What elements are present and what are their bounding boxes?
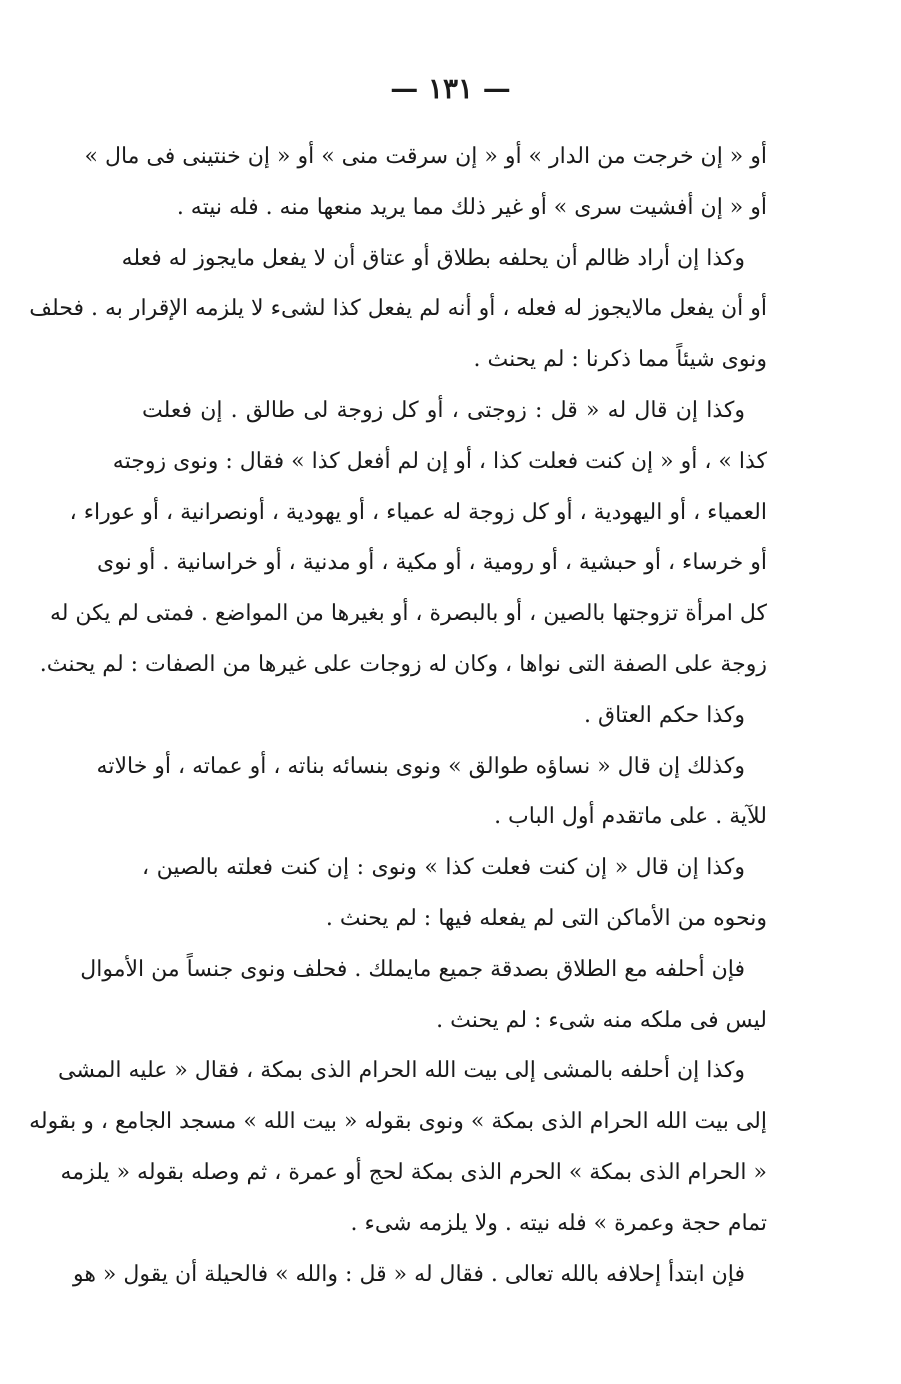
text-line: للآية . على ماتقدم أول الباب . bbox=[494, 804, 767, 830]
body-text bbox=[29, 132, 767, 1300]
text-line: أو « إن أفشيت سرى » أو غير ذلك مما يريد منعها منه . فله نيته . bbox=[176, 194, 767, 220]
text-line: وكذا إن أراد ظالم أن يحلفه بطلاق أو عتاق أن لا يفعل مايجوز له فعله bbox=[121, 245, 745, 271]
text-line: وكذلك إن قال « نساؤه طوالق » ونوى بنسائه بناته ، أو عماته ، أو خالاته bbox=[96, 753, 745, 779]
text-line: أو « إن خرجت من الدار » أو « إن سرقت منى » أو « إن خنتينى فى مال » bbox=[84, 144, 767, 169]
text-line: زوجة على الصفة التى نواها ، وكان له زوجات على غيرها من الصفات : لم يحنث. bbox=[39, 651, 767, 677]
text-line: وكذا حكم العتاق . bbox=[584, 702, 745, 728]
text-line: أو خرساء ، أو حبشية ، أو رومية ، أو مكية ، أو مدنية ، أو خراسانية . أو نوى bbox=[96, 550, 767, 576]
text-line: ونحوه من الأماكن التى لم يفعله فيها : لم يحنث . bbox=[325, 905, 767, 931]
text-line: ليس فى ملكه منه شىء : لم يحنث . bbox=[436, 1007, 767, 1033]
page-number: — ١٣١ — bbox=[390, 72, 511, 105]
text-line: إلى بيت الله الحرام الذى بمكة » ونوى بقوله « بيت الله » مسجد الجامع ، و بقوله bbox=[29, 1109, 767, 1135]
text-line: وكذا إن قال « إن كنت فعلت كذا » ونوى : إن كنت فعلته بالصين ، bbox=[142, 855, 745, 881]
text-line: العمياء ، أو اليهودية ، أو كل زوجة له عمياء ، أو يهودية ، أونصرانية ، أو عوراء ، bbox=[69, 499, 767, 525]
text-line: وكذا إن قال له « قل : زوجتى ، أو كل زوجة لى طالق . إن فعلت bbox=[142, 397, 745, 423]
text-line: تمام حجة وعمرة » فله نيته . ولا يلزمه شىء . bbox=[350, 1210, 767, 1236]
text-line: أو أن يفعل مالايجوز له فعله ، أو أنه لم يفعل كذا لشىء لا يلزمه الإقرار به . فحلف bbox=[29, 296, 767, 322]
text-line: كل امرأة تزوجتها بالصين ، أو بالبصرة ، أو بغيرها من المواضع . فمتى لم يكن له bbox=[49, 601, 767, 627]
text-line: كذا » ، أو « إن كنت فعلت كذا ، أو إن لم أفعل كذا » فقال : ونوى زوجته bbox=[112, 448, 767, 474]
text-line: ونوى شيئاً مما ذكرنا : لم يحنث . bbox=[473, 347, 767, 373]
text-line: « الحرام الذى بمكة » الحرم الذى بمكة لحج أو عمرة ، ثم وصله بقوله « يلزمه bbox=[60, 1159, 767, 1185]
text-line: وكذا إن أحلفه بالمشى إلى بيت الله الحرام الذى بمكة ، فقال « عليه المشى bbox=[58, 1058, 745, 1084]
text-line: فإن أحلفه مع الطلاق بصدقة جميع مايملك . فحلف ونوى جنساً من الأموال bbox=[80, 956, 745, 982]
text-line: فإن ابتدأ إحلافه بالله تعالى . فقال له « قل : والله » فالحيلة أن يقول « هو bbox=[72, 1261, 745, 1287]
